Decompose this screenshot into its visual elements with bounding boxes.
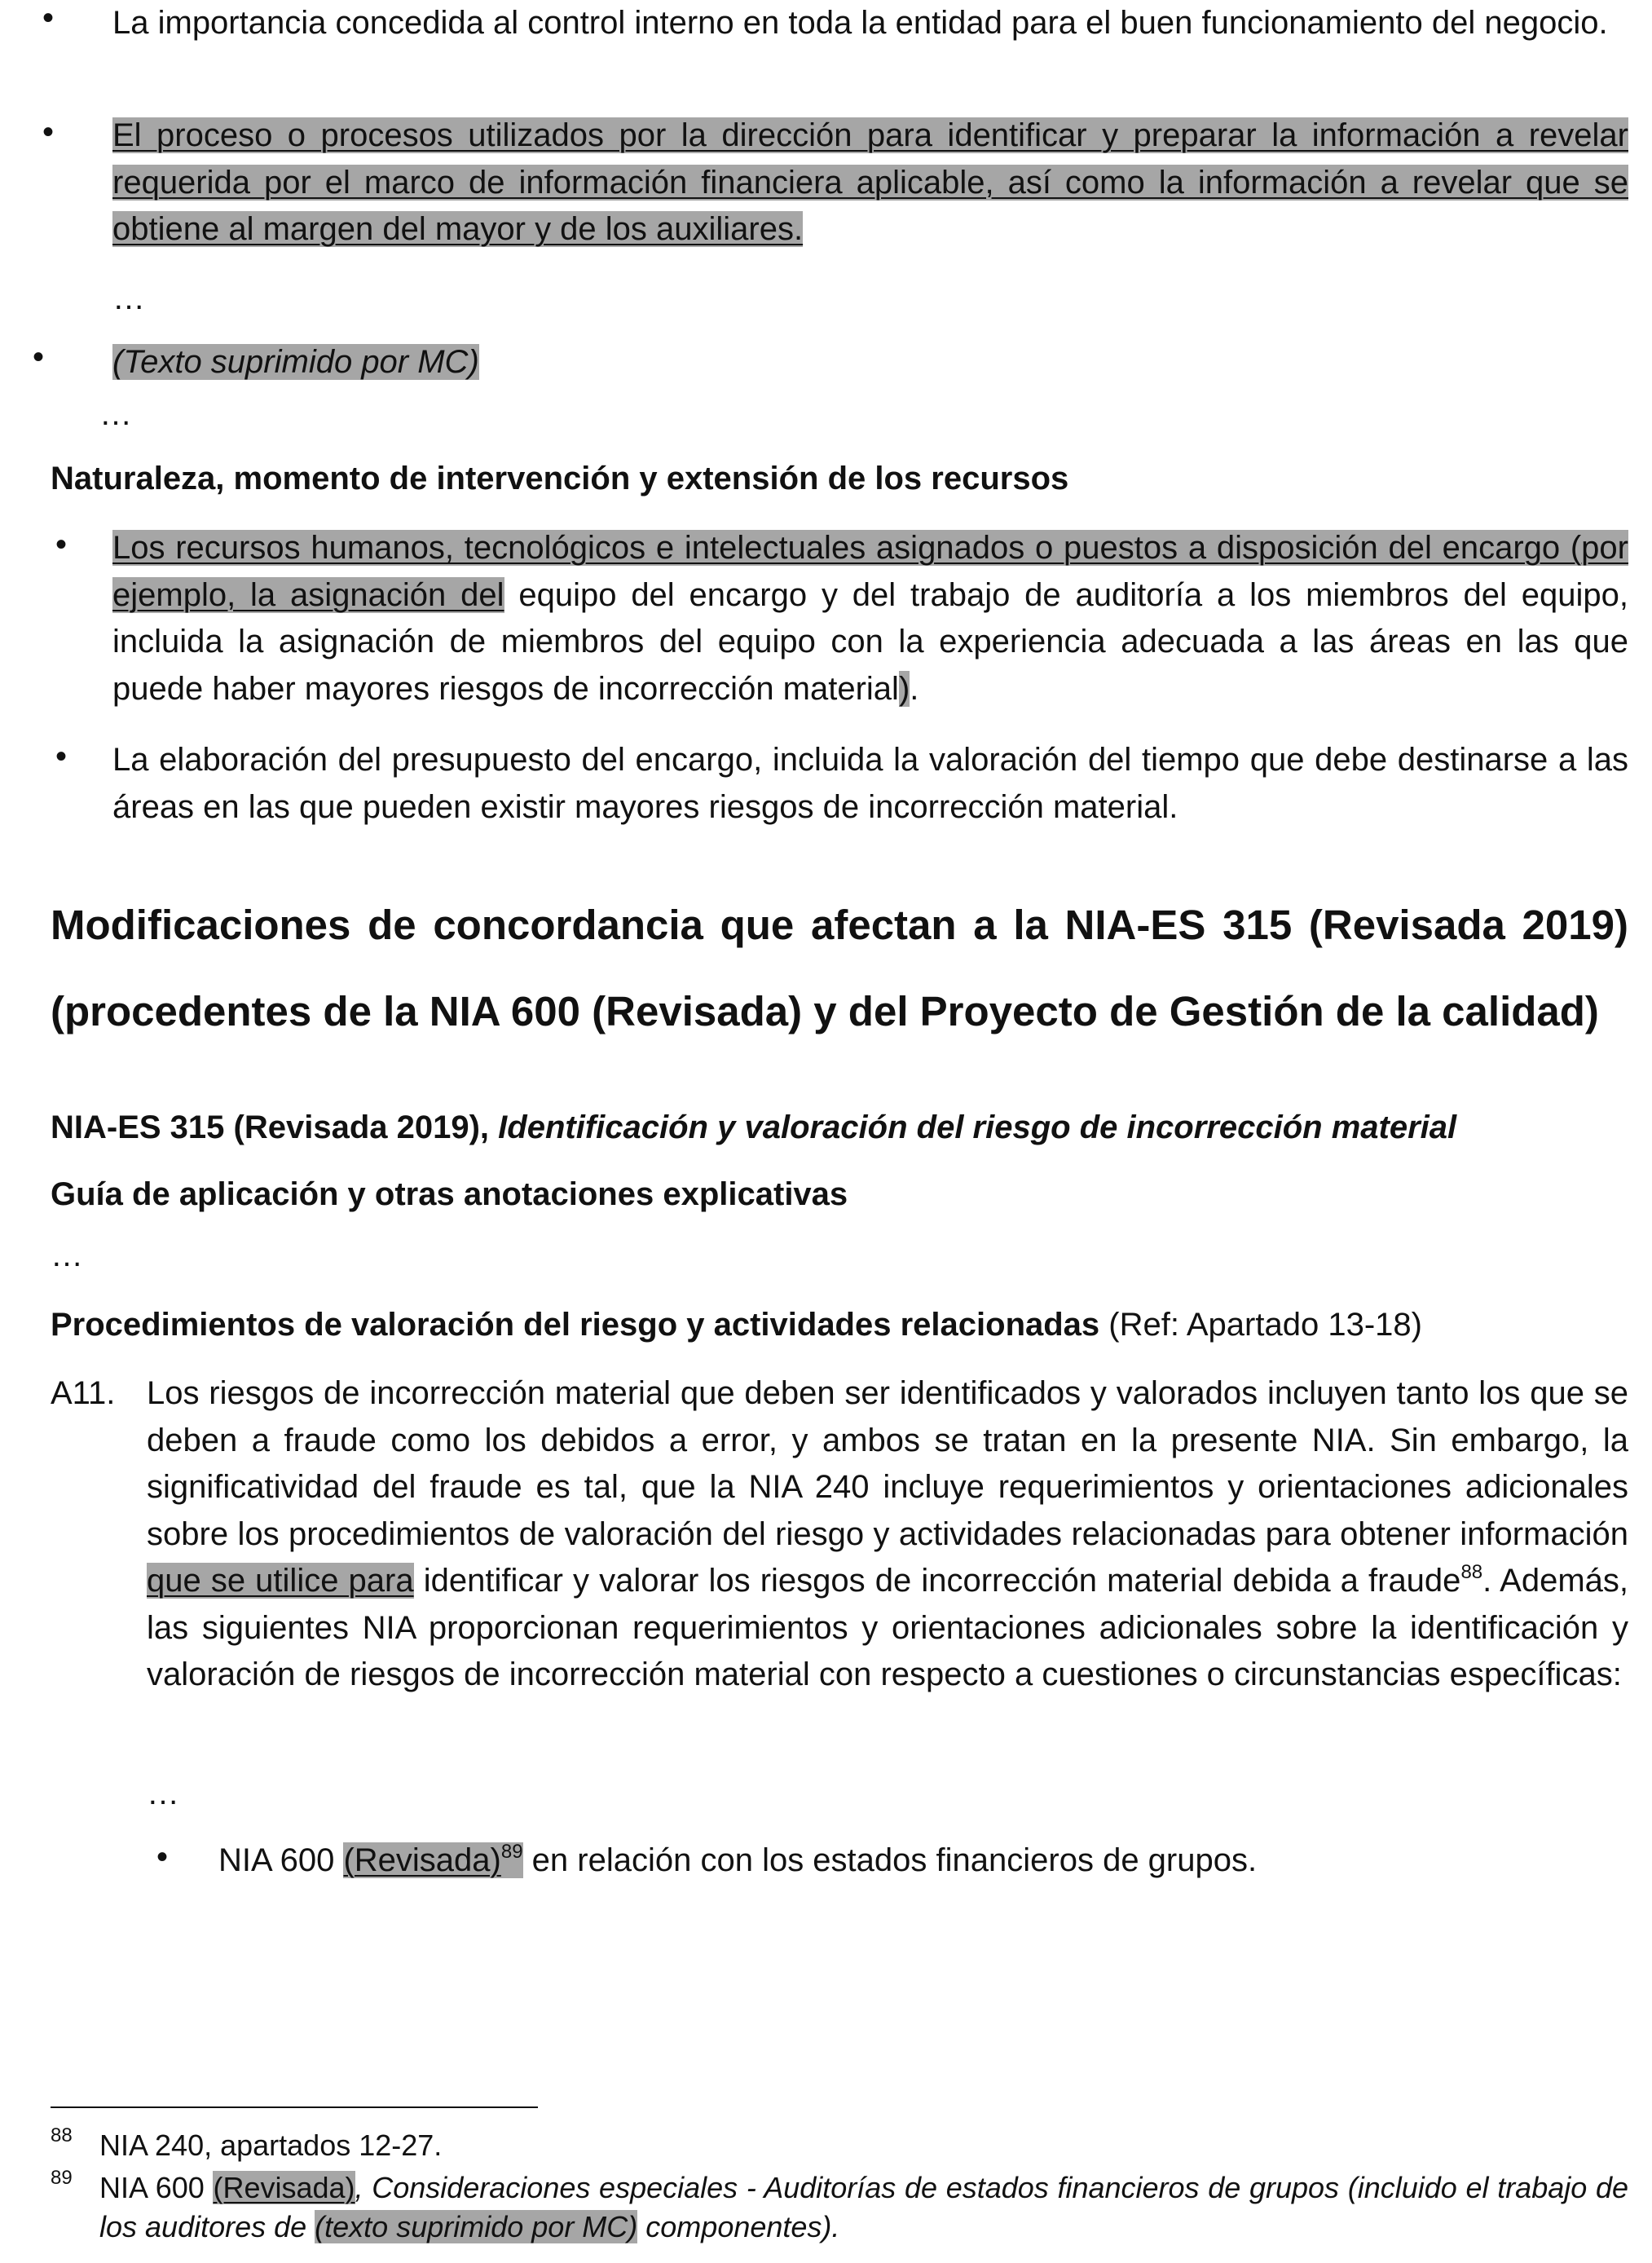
footnote-number-89: 89 — [51, 2167, 73, 2189]
bullet-marker: • — [33, 339, 45, 375]
bullet-disclosure-process: El proceso o procesos utilizados por la dirección para identificar y preparar la información a revelar requerida por el marco de información financiera aplicable, así como la información a revelar que se obtiene al margen del mayor y de los auxiliares. — [112, 117, 1628, 247]
resources-heading: Naturaleza, momento de intervención y extensión de los recursos — [51, 461, 1069, 496]
ellipsis: … — [51, 1237, 83, 1273]
ellipsis: … — [147, 1776, 179, 1811]
ellipsis: … — [112, 280, 145, 316]
procedures-heading: Procedimientos de valoración del riesgo y actividades relacionadas (Ref: Apartado 13-18) — [51, 1307, 1422, 1343]
footnote-89: NIA 600 (Revisada), Consideraciones especiales - Auditorías de estados financieros de grupos (incluido el trabajo de los auditores de (texto suprimido por MC) componentes). — [99, 2171, 1629, 2243]
bullet-marker: • — [55, 739, 68, 774]
amendments-title: Modificaciones de concordancia que afectan a la NIA-ES 315 (Revisada 2019) (procedentes de la NIA 600 (Revisada) y del Proyecto de Gestión de la calidad) — [51, 902, 1628, 1034]
bullet-budget: La elaboración del presupuesto del encargo, incluida la valoración del tiempo que debe destinarse a las áreas en las que pueden existir mayores riesgos de incorrección material. — [112, 742, 1628, 825]
bullet-internal-control: La importancia concedida al control interno en toda la entidad para el buen funcionamiento del negocio. — [112, 5, 1608, 41]
sub-bullet-nia600: NIA 600 (Revisada)$^{89}$ en relación con los estados financieros de grupos. — [218, 1841, 1258, 1878]
application-guide-heading: Guía de aplicación y otras anotaciones explicativas — [51, 1176, 848, 1212]
bullet-marker: • — [55, 527, 68, 562]
footnote-ref-88: 88 — [1460, 1561, 1483, 1583]
paragraph-label: A11. — [51, 1375, 116, 1411]
bullet-marker: • — [156, 1839, 169, 1875]
ellipsis: … — [99, 396, 132, 432]
footnote-ref-89: 89 — [500, 1841, 523, 1863]
footnote-number-88: 88 — [51, 2124, 73, 2146]
paragraph-a11: Los riesgos de incorrección material que deben ser identificados y valorados incluyen tanto los que se deben a fraude como los debidos a error, y ambos se tratan en la presente NIA. Sin embargo, la significatividad del fraude es tal, que la NIA 240 incluye requerimientos y orientaciones adicionales sobre los procedimientos de valoración del riesgo y actividades relacionadas para obtener información que se utilice para identificar y valorar los riesgos de incorrección material debida a fraude$^{88}$. Además, las siguientes NIA proporcionan requerimientos y orientaciones adicionales sobre la identificación y valoración de riesgos de incorrección material con respecto a cuestiones o circunstancias específicas: — [147, 1375, 1628, 1692]
bullet-resources: Los recursos humanos, tecnológicos e intelectuales asignados o puestos a disposición del encargo (por ejemplo, la asignación del equipo del encargo y del trabajo de auditoría a los miembros del equipo, incluida la asignación de miembros del equipo con la experiencia adecuada a las áreas en las que puede haber mayores riesgos de incorrección material). — [112, 530, 1628, 707]
footnote-88: NIA 240, apartados 12-27. — [99, 2128, 443, 2162]
bullet-deleted-text: (Texto suprimido por MC) — [112, 344, 479, 380]
standard-name: NIA-ES 315 (Revisada 2019), Identificación y valoración del riesgo de incorrección material — [51, 1109, 1457, 1145]
bullet-marker: • — [42, 114, 55, 150]
footnote-separator — [51, 2106, 538, 2108]
bullet-marker: • — [42, 0, 55, 36]
